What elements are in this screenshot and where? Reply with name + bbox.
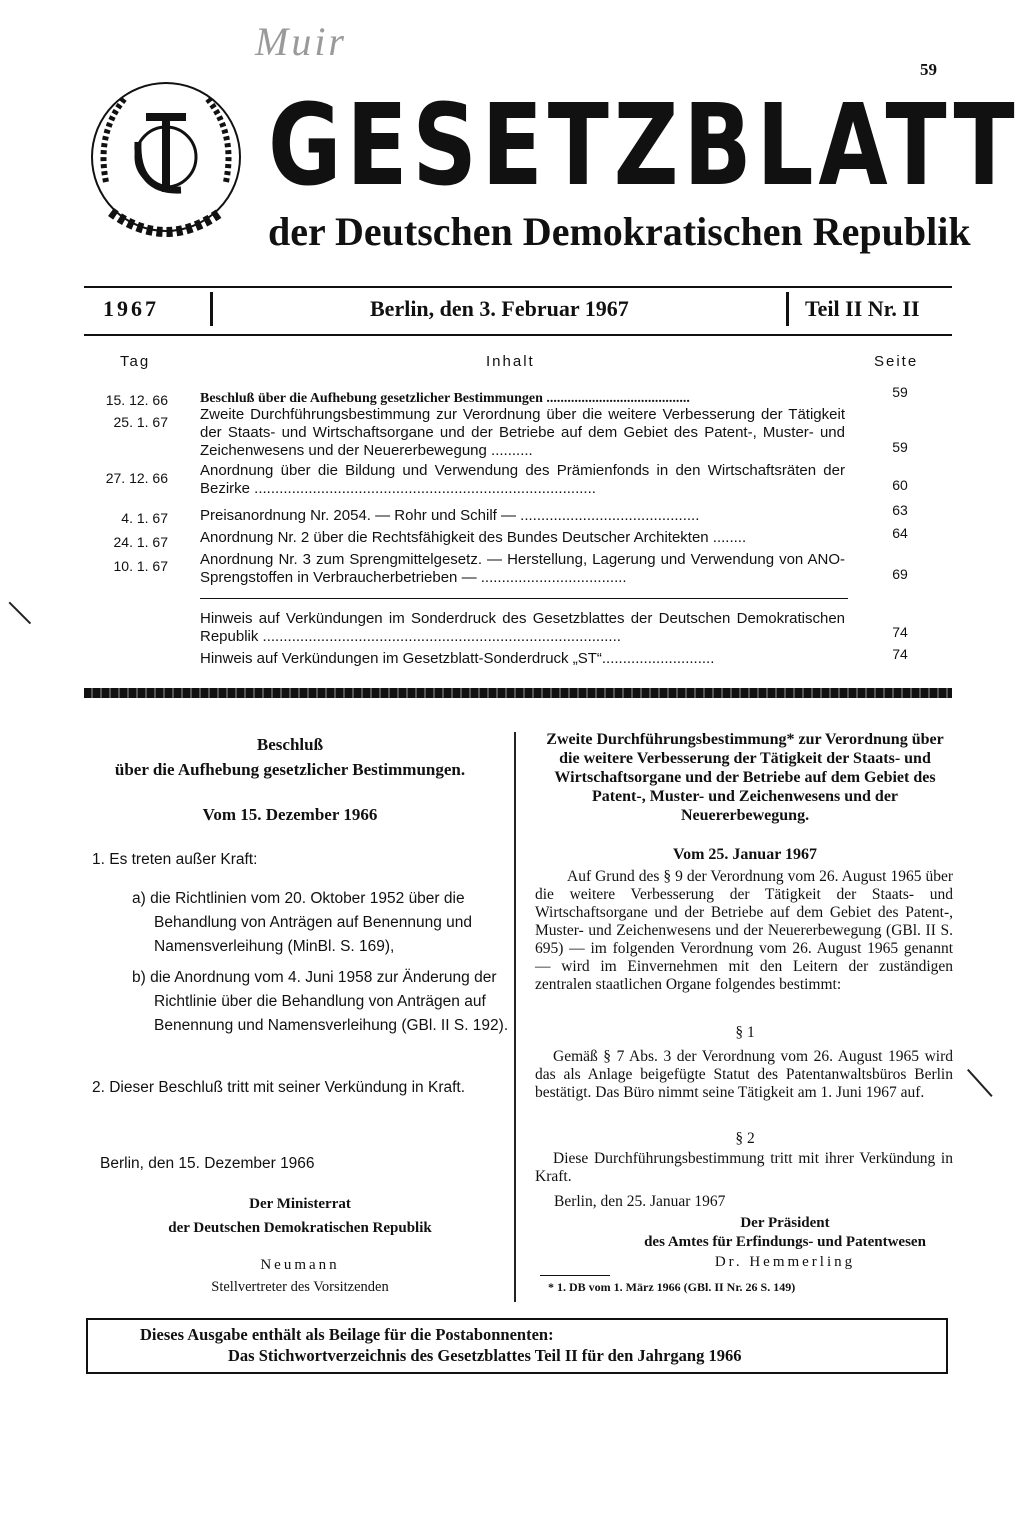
- right-section-2-text: Diese Durchführungsbestimmung tritt mit ihrer Verkündung in Kraft.: [535, 1150, 953, 1185]
- toc-header-page: Seite: [874, 353, 919, 370]
- supplement-notice-line-1: Dieses Ausgabe enthält als Beilage für die Postabonnenten:: [140, 1325, 554, 1344]
- toc-entry-title: Anordnung Nr. 2 über die Rechtsfähigkeit des Bundes Deutscher Architekten ........: [200, 529, 747, 546]
- issue-divider: [210, 292, 213, 326]
- scan-mark: [967, 1069, 992, 1097]
- issue-part: Teil II Nr. II: [805, 296, 920, 321]
- toc-notice: Hinweis auf Verkündungen im Sonderdruck des Gesetzblattes der Deutschen Demokratischen Republik ......................................................................................: [200, 610, 845, 645]
- left-article-date: Vom 15. Dezember 1966: [202, 805, 378, 824]
- handwritten-note: Muir: [255, 19, 347, 64]
- toc-entry-title: Zweite Durchführungsbestimmung zur Verordnung über die weitere Verbesserung der Tätigkeit der Staats- und Wirtschaftsorgane und der Betriebe auf dem Gebiet des Patent-, Muster- und Zeichenwesens und der Neuererbewegung ..........: [200, 406, 845, 459]
- right-place-date: Berlin, den 25. Januar 1967: [554, 1193, 726, 1210]
- right-section-2-label: § 2: [735, 1130, 755, 1147]
- toc-entry-page: 60: [892, 477, 908, 493]
- toc-entry-page: 59: [892, 384, 908, 400]
- toc-separator: [200, 598, 848, 599]
- left-item-2: 2. Dieser Beschluß tritt mit seiner Verkündung in Kraft.: [92, 1079, 466, 1096]
- issue-year: 1967: [103, 296, 159, 321]
- toc-entry-page: 64: [892, 525, 908, 541]
- toc-entry-title: Anordnung über die Bildung und Verwendung des Prämienfonds in den Wirtschaftsräten der Bezirke ..................................................................................: [200, 462, 845, 497]
- scan-mark: [9, 602, 31, 624]
- right-article-title: Zweite Durchführungsbestimmung* zur Verordnung über die weitere Verbesserung der Tätigkeit der Staats- und Wirtschaftsorgane und der Betriebe auf dem Gebiet des Patent-, Muster- und Zeichenwesens und der Neuererbewegung.: [546, 731, 944, 824]
- right-authority-2: des Amtes für Erfindungs- und Patentwesen: [644, 1234, 926, 1250]
- toc-entry-date: 24. 1. 67: [113, 534, 168, 550]
- masthead-subtitle: der Deutschen Demokratischen Republik: [268, 209, 971, 254]
- left-place-date: Berlin, den 15. Dezember 1966: [100, 1155, 315, 1172]
- toc-entry-page: 59: [892, 439, 908, 455]
- left-authority-2: der Deutschen Demokratischen Republik: [168, 1220, 432, 1236]
- masthead-title: GESETZBLATT: [268, 81, 1020, 211]
- right-section-1-text: Gemäß § 7 Abs. 3 der Verordnung vom 26. August 1965 wird das als Anlage beigefügte Statut des Patentanwaltsbüros Berlin bestätigt. Das Büro nimmt seine Tätigkeit am 1. Juni 1967 auf.: [535, 1048, 953, 1101]
- page-number: 59: [920, 60, 937, 79]
- left-authority: Der Ministerrat: [249, 1196, 351, 1212]
- left-article-subtitle: über die Aufhebung gesetzlicher Bestimmungen.: [114, 760, 466, 779]
- toc-entry-date: 27. 12. 66: [105, 470, 168, 486]
- toc-notice-page: 74: [892, 624, 908, 640]
- toc-entry-date: 25. 1. 67: [113, 414, 168, 430]
- toc-entry-date: 10. 1. 67: [113, 558, 168, 574]
- left-signer: Neumann: [260, 1257, 340, 1273]
- toc-entry-title: Beschluß über die Aufhebung gesetzlicher Bestimmungen .........................................: [200, 391, 690, 406]
- right-authority: Der Präsident: [740, 1215, 830, 1231]
- right-signer: Dr. Hemmerling: [714, 1254, 856, 1270]
- right-article-date: Vom 25. Januar 1967: [672, 846, 818, 863]
- toc-entry-page: 69: [892, 566, 908, 582]
- issue-rule-top: [84, 286, 952, 288]
- left-item-1a: a) die Richtlinien vom 20. Oktober 1952 über die Behandlung von Anträgen auf Benennung und Namensverleihung (MinBl. S. 169),: [132, 890, 473, 955]
- toc-entry-title: Preisanordnung Nr. 2054. — Rohr und Schilf — ...........................................: [200, 507, 700, 524]
- toc-notice-page: 74: [892, 646, 908, 662]
- issue-divider: [786, 292, 789, 326]
- toc-entry-date: 15. 12. 66: [105, 392, 168, 408]
- toc-header-title: Inhalt: [486, 353, 535, 370]
- left-item-1: 1. Es treten außer Kraft:: [92, 851, 258, 868]
- section-divider: [84, 688, 952, 698]
- supplement-notice-box: [86, 1318, 948, 1374]
- right-footnote: * 1. DB vom 1. März 1966 (GBl. II Nr. 26 S. 149): [548, 1280, 796, 1294]
- left-item-1b: b) die Anordnung vom 4. Juni 1958 zur Änderung der Richtlinie über die Behandlung von Anträgen auf Benennung und Namensverleihung (GBl. II S. 192).: [132, 969, 509, 1034]
- supplement-notice-line-2: Das Stichwortverzeichnis des Gesetzblattes Teil II für den Jahrgang 1966: [228, 1346, 742, 1365]
- toc-notice: Hinweis auf Verkündungen im Gesetzblatt-Sonderdruck „ST“...........................: [200, 650, 715, 667]
- right-section-1-label: § 1: [735, 1024, 755, 1041]
- toc-entry-page: 63: [892, 502, 908, 518]
- toc-header-date: Tag: [120, 353, 151, 370]
- toc-entry-title: Anordnung Nr. 3 zum Sprengmittelgesetz. — Herstellung, Lagerung und Verwendung von ANO-Sprengstoffen in Verbraucherbetrieben — ...................................: [200, 551, 845, 586]
- left-signer-role: Stellvertreter des Vorsitzenden: [211, 1279, 389, 1295]
- right-preamble: Auf Grund des § 9 der Verordnung vom 26. August 1965 über die weitere Verbesserung der Tätigkeit der Staats- und Wirtschaftsorgane und der Betriebe auf dem Gebiet des Patent-, Muster- und Zeichenwesens und der Neuererbewegung (GBl. II S. 695) — im folgenden Verordnung vom 26. August 1965 genannt — wird im Einvernehmen mit den Leitern der zuständigen zentralen staatlichen Organe folgendes bestimmt:: [535, 868, 953, 993]
- issue-rule-bottom: [84, 334, 952, 336]
- column-divider: [514, 732, 516, 1302]
- footnote-rule: [540, 1275, 610, 1276]
- toc-entry-date: 4. 1. 67: [121, 510, 168, 526]
- issue-place-date: Berlin, den 3. Februar 1967: [370, 296, 629, 321]
- state-emblem-icon: [86, 62, 246, 252]
- left-article-title: Beschluß: [256, 735, 324, 754]
